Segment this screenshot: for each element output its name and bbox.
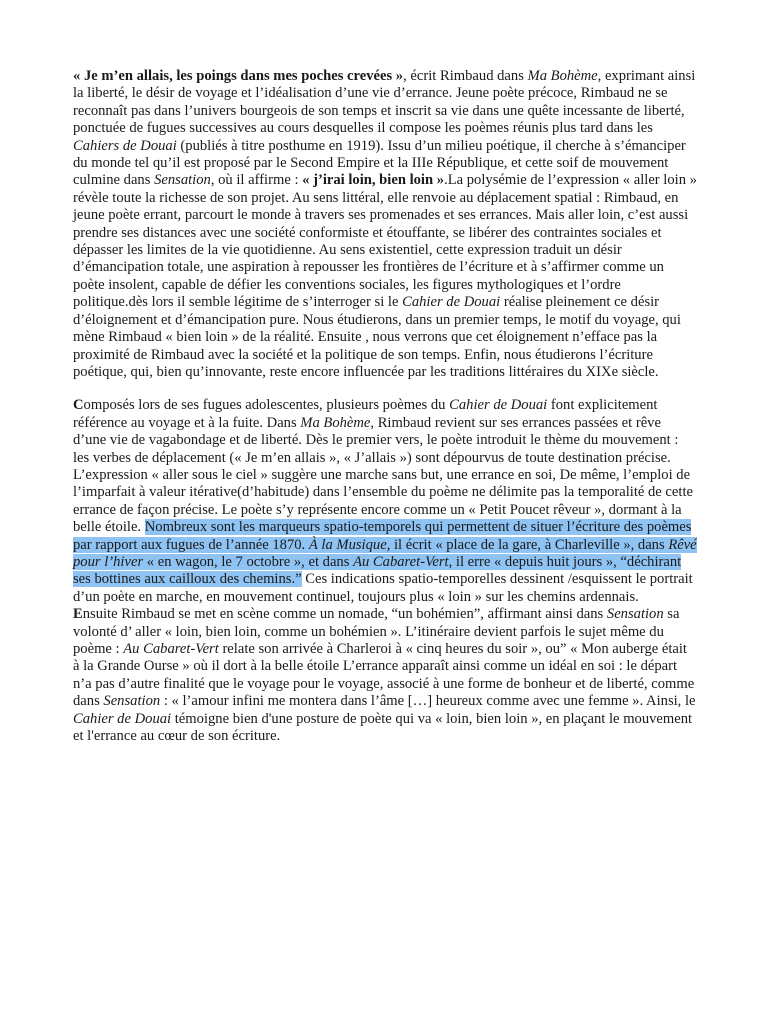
italic-title: Ma Bohème [527,68,598,84]
highlighted-text: « en wagon, le 7 octobre », et dans [143,553,354,570]
bold-text: C [73,397,84,414]
highlighted-text: , il erre « depuis huit jours », “déchirant ses bottines aux cailloux des chemins.” [73,553,682,588]
body-text: , où il affirme : [210,172,303,189]
body-text: témoigne bien d'une posture de poète qui va « loin, bien loin », en plaçant le mouvement et l'errance au cœur de son écriture. [73,710,693,745]
paragraph-body [73,397,697,745]
document-page [73,68,697,745]
italic-title: Ma Bohème [300,414,371,431]
bold-text: « j’irai loin, bien loin » [302,172,445,189]
body-text: , écrit Rimbaud dans [403,68,528,84]
body-text: nsuite Rimbaud se met en scène comme un nomade, “un bohémien”, affirmant ainsi dans [82,606,607,623]
highlighted-italic-title: Rêvé pour l’hiver [73,536,697,570]
body-text: sa volonté d’ aller « loin, bien loin, comme un bohémien ». L’itinéraire devient parfois le sujet même du poème : [73,606,680,657]
bold-text: « Je m’en allais, les poings dans mes poches crevées » [73,68,404,84]
body-text: font explicitement référence au voyage et à la fuite. Dans [73,397,658,431]
italic-title: Sensation [154,172,211,189]
highlighted-italic-title: À la Musique [308,536,387,553]
highlighted-text: Nombreux sont les marqueurs spatio-temporels qui permettent de situer l’écriture des poèmes par rapport aux fugues de l’année 1870. [73,519,692,553]
italic-title: Au Cabaret-Vert [123,641,219,657]
italic-title: Sensation [103,693,161,710]
body-text: Ces indications spatio-temporelles dessinent /esquissent le portrait d’un poète en marche, en mouvement continuel, toujours plus « loin » sur les chemins ardennais. [73,571,693,605]
highlighted-text: , il écrit « place de la gare, à Charleville », dans [386,536,669,553]
body-text: .La polysémie de l’expression « aller loin » révèle toute la richesse de son projet. Au sens littéral, elle renvoie au déplacement spatial : Rimbaud, en jeune poète errant, parcourt le monde à travers ses promenades et ses errances. Mais aller loin, c’est aussi prendre ses distances avec une société conformiste et étouffante, se libérer des contraintes sociales et dépasser les limites de la vie quotidienne. Au sens existentiel, cette expression traduit un désir d’émancipation totale, une aspiration à repousser les frontières de l’écriture et à s’affirmer comme un poète insolent, capable de défier les conventions sociales, les figures mythologiques et l’ordre politique.dès lors il semble légitime de s’interroger si le [73,172,697,311]
paragraph-introduction [73,68,697,381]
highlighted-italic-title: Au Cabaret-Vert [353,553,449,570]
body-text: relate son arrivée à Charleroi à « cinq heures du soir », ou” « Mon auberge était à la Grande Ourse » où il dort à la belle étoile L’errance apparaît ainsi comme un idéal en soi : le départ n’a pas d’autre finalité que le voyage pour le voyage, associé à une forme de bonheur et de liberté, comme dans [73,641,695,710]
body-text: , exprimant ainsi la liberté, le désir de voyage et l’idéalisation d’une vie d’errance. Jeune poète précoce, Rimbaud ne se reconnaît pas dans l’univers bourgeois de son temps et inscrit sa vie dans une quête incessante de liberté, ponctuée de fugues successives au cours desquelles il compose les poèmes réunis plus tard dans les [73,68,696,137]
body-text: , Rimbaud revient sur ses errances passées et rêve d’une vie de vagabondage et de liberté. Dès le premier vers, le poète introduit le thème du mouvement : les verbes de déplacement (« Je m’en allais », « J’allais ») sont dépourvus de toute destination précise. L’expression « aller sous le ciel » suggère une marche sans but, une errance en soi, De même, l’emploi de l’imparfait à valeur itérative(d’habitude) dans l’ensemble du poème ne délimite pas la temporalité de cette errance de façon précise. Le poète s’y représente encore comme un « Petit Poucet rêveur », dormant à la belle étoile. [73,414,693,536]
italic-title: Cahier de Douai [449,397,548,414]
body-text: omposés lors de ses fugues adolescentes, plusieurs poèmes du [83,397,450,414]
italic-title: Cahier de Douai [402,294,501,311]
italic-title: Sensation [606,606,664,623]
body-text: (publiés à titre posthume en 1919). Issu d’un milieu poétique, il cherche à s’émanciper du monde tel qu’il est proposé par le Second Empire et la IIIe République, et cette soif de mouvement culmine dans [73,137,686,189]
italic-title: Cahiers de Douai [73,137,177,154]
body-text: : « l’amour infini me montera dans l’âme […] heureux comme avec une femme ». Ainsi, le [160,693,696,710]
bold-text: E [73,606,83,623]
italic-title: Cahier de Douai [73,710,172,727]
body-text: réalise pleinement ce désir d’éloignement et d’émancipation pure. Nous étudierons, dans un premier temps, le motif du voyage, qui mène Rimbaud « bien loin » de la réalité. Ensuite , nous verrons que cet éloignement n’efface pas la proximité de Rimbaud avec la société et la politique de son temps. Enfin, nous étudierons l’écriture poétique, qui, bien qu’innovante, reste encore influencée par les traditions littéraires du XIXe siècle. [73,294,681,380]
